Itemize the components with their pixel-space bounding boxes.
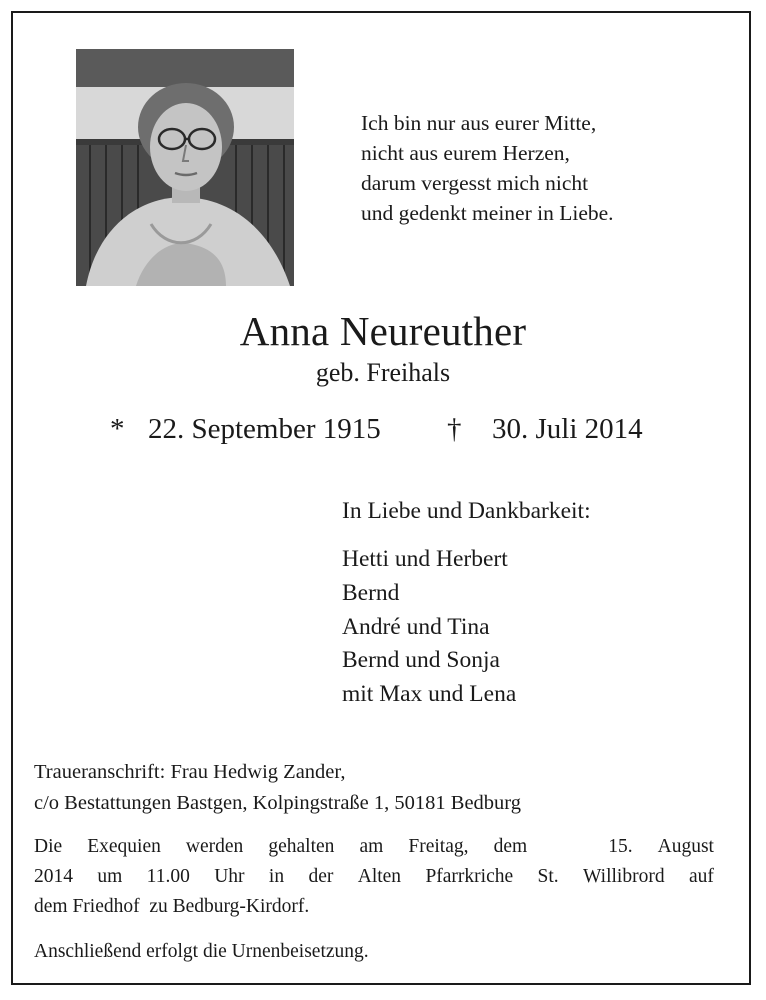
service-word: Willibrord: [583, 866, 665, 887]
mourners-heading: In Liebe und Dankbarkeit:: [342, 498, 591, 524]
death-date: 30. Juli 2014: [492, 413, 643, 445]
address-line: Traueranschrift: Frau Hedwig Zander,: [34, 761, 346, 783]
service-notice: [34, 832, 714, 922]
service-word: am: [359, 836, 384, 857]
service-line: [34, 862, 714, 892]
service-word: auf: [688, 866, 714, 887]
mourner-name: Bernd: [342, 579, 400, 606]
service-word: 15.: [608, 836, 633, 857]
service-word: Pfarrkriche: [425, 866, 514, 887]
poem-line: darum vergesst mich nicht: [361, 171, 589, 195]
service-line: [34, 892, 714, 922]
service-location: dem Friedhof zu Bedburg-Kirdorf.: [34, 896, 310, 917]
service-word: August: [657, 836, 714, 857]
maiden-name: geb. Freihals: [315, 358, 451, 387]
address-line: c/o Bestattungen Bastgen, Kolpingstraße 1, 50181 Bedburg: [34, 792, 521, 814]
service-word: Freitag,: [408, 836, 469, 857]
deceased-name: Anna Neureuther: [239, 308, 527, 354]
service-word: dem: [493, 836, 528, 857]
service-word: 11.00: [146, 866, 190, 887]
service-word: um: [97, 866, 123, 887]
service-word: Alten: [357, 866, 402, 887]
portrait-photo: [76, 49, 294, 286]
service-word: werden: [185, 836, 244, 857]
closing-note: Anschließend erfolgt die Urnenbeisetzung.: [34, 941, 369, 962]
mourner-name: André und Tina: [342, 613, 490, 640]
poem-line: nicht aus eurem Herzen,: [361, 141, 570, 165]
memorial-poem: [361, 108, 691, 228]
mourning-address: [34, 757, 521, 819]
mourner-name: mit Max und Lena: [342, 681, 517, 708]
service-word: in: [268, 866, 285, 887]
mourners-list: [342, 543, 516, 712]
service-word: 2014: [34, 866, 73, 887]
poem-line: Ich bin nur aus eurer Mitte,: [361, 111, 597, 135]
service-word: der: [308, 866, 334, 887]
birth-star-icon: *: [110, 413, 125, 445]
service-word: Die: [34, 836, 63, 857]
poem-line: und gedenkt meiner in Liebe.: [361, 201, 614, 225]
birth-date: 22. September 1915: [148, 413, 381, 445]
service-line: [34, 832, 714, 862]
service-word: Exequien: [87, 836, 161, 857]
death-cross-icon: †: [447, 413, 462, 445]
service-word: St.: [537, 866, 559, 887]
mourner-name: Hetti und Herbert: [342, 546, 508, 572]
service-word: Uhr: [214, 866, 245, 887]
mourner-name: Bernd und Sonja: [342, 647, 500, 674]
service-word: gehalten: [268, 836, 335, 857]
